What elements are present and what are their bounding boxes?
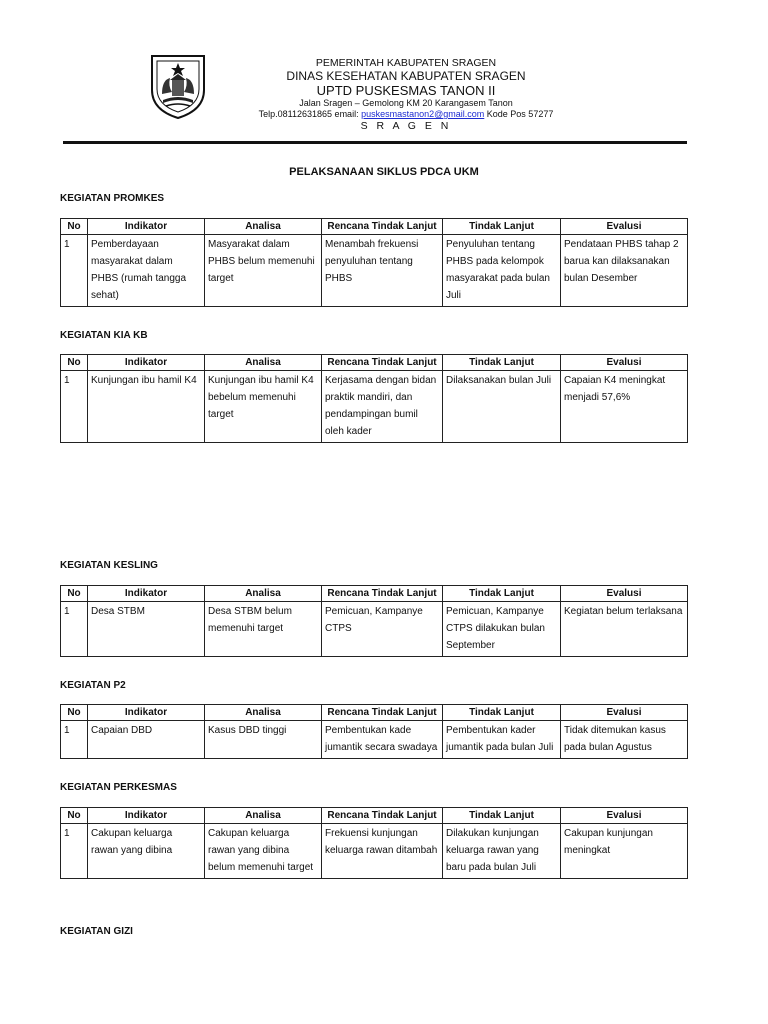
- cell-indikator: Cakupan keluarga rawan yang dibina: [88, 824, 205, 879]
- section-title-kesling: KEGIATAN KESLING: [60, 560, 158, 571]
- cell-indikator: Desa STBM: [88, 602, 205, 657]
- cell-no: 1: [61, 371, 88, 443]
- header-tindak-lanjut: Tindak Lanjut: [443, 808, 561, 824]
- table-header-row: [61, 586, 688, 602]
- header-analisa: Analisa: [205, 808, 322, 824]
- table-header-row: [61, 705, 688, 721]
- cell-no: 1: [61, 602, 88, 657]
- header-evalusi: Evalusi: [561, 705, 688, 721]
- letterhead-city: S R A G E N: [360, 120, 452, 132]
- header-indikator: Indikator: [88, 219, 205, 235]
- cell-evalusi: Cakupan kunjungan meningkat: [561, 824, 688, 879]
- letterhead-address: Jalan Sragen – Gemolong KM 20 Karangasem Tanon: [299, 98, 513, 108]
- header-indikator: Indikator: [88, 808, 205, 824]
- table-row: [61, 721, 688, 759]
- cell-evalusi: Pendataan PHBS tahap 2 barua kan dilaksanakan bulan Desember: [561, 235, 688, 307]
- contact-postal-code: Kode Pos 57277: [484, 109, 554, 119]
- table-promkes: [60, 218, 688, 307]
- header-tindak-lanjut: Tindak Lanjut: [443, 705, 561, 721]
- section-title-p2: KEGIATAN P2: [60, 680, 126, 691]
- table-row: [61, 371, 688, 443]
- contact-phone: Telp.08112631865 email:: [258, 109, 362, 119]
- header-evalusi: Evalusi: [561, 586, 688, 602]
- table-header-row: [61, 808, 688, 824]
- cell-no: 1: [61, 824, 88, 879]
- cell-indikator: Kunjungan ibu hamil K4: [88, 371, 205, 443]
- section-title-perkesmas: KEGIATAN PERKESMAS: [60, 782, 177, 793]
- section-title-kia-kb: KEGIATAN KIA KB: [60, 330, 148, 341]
- letterhead-divider: [63, 141, 687, 144]
- header-indikator: Indikator: [88, 705, 205, 721]
- cell-evalusi: Kegiatan belum terlaksana: [561, 602, 688, 657]
- letterhead-government: PEMERINTAH KABUPATEN SRAGEN: [315, 57, 497, 69]
- table-kesling: [60, 585, 688, 657]
- table-header-row: [61, 219, 688, 235]
- section-title-promkes: KEGIATAN PROMKES: [60, 193, 165, 204]
- header-evalusi: Evalusi: [561, 808, 688, 824]
- header-analisa: Analisa: [205, 355, 322, 371]
- cell-tindak-lanjut: Penyuluhan tentang PHBS pada kelompok masyarakat pada bulan Juli: [443, 235, 561, 307]
- sragen-emblem-logo: [148, 50, 208, 120]
- header-no: No: [61, 705, 88, 721]
- header-indikator: Indikator: [88, 586, 205, 602]
- table-row: [61, 235, 688, 307]
- cell-evalusi: Capaian K4 meningkat menjadi 57,6%: [561, 371, 688, 443]
- cell-tindak-lanjut: Pemicuan, Kampanye CTPS dilakukan bulan September: [443, 602, 561, 657]
- cell-analisa: Kunjungan ibu hamil K4 bebelum memenuhi target: [205, 371, 322, 443]
- table-row: [61, 824, 688, 879]
- letterhead: [0, 0, 768, 150]
- table-row: [61, 602, 688, 657]
- cell-tindak-lanjut: Pembentukan kader jumantik pada bulan Juli: [443, 721, 561, 759]
- cell-rencana: Pembentukan kade jumantik secara swadaya: [322, 721, 443, 759]
- table-header-row: [61, 355, 688, 371]
- cell-rencana: Frekuensi kunjungan keluarga rawan ditambah: [322, 824, 443, 879]
- header-rencana: Rencana Tindak Lanjut: [322, 355, 443, 371]
- table-kia-kb: [60, 354, 688, 443]
- cell-indikator: Capaian DBD: [88, 721, 205, 759]
- table-p2: [60, 704, 688, 759]
- cell-tindak-lanjut: Dilaksanakan bulan Juli: [443, 371, 561, 443]
- cell-analisa: Masyarakat dalam PHBS belum memenuhi target: [205, 235, 322, 307]
- letterhead-department: DINAS KESEHATAN KABUPATEN SRAGEN: [286, 69, 526, 83]
- cell-no: 1: [61, 235, 88, 307]
- section-title-gizi: KEGIATAN GIZI: [60, 926, 133, 937]
- header-tindak-lanjut: Tindak Lanjut: [443, 586, 561, 602]
- cell-rencana: Menambah frekuensi penyuluhan tentang PHBS: [322, 235, 443, 307]
- header-rencana: Rencana Tindak Lanjut: [322, 705, 443, 721]
- header-analisa: Analisa: [205, 586, 322, 602]
- letterhead-unit: UPTD PUSKESMAS TANON II: [316, 83, 496, 98]
- header-evalusi: Evalusi: [561, 355, 688, 371]
- header-analisa: Analisa: [205, 219, 322, 235]
- header-tindak-lanjut: Tindak Lanjut: [443, 355, 561, 371]
- header-rencana: Rencana Tindak Lanjut: [322, 808, 443, 824]
- header-rencana: Rencana Tindak Lanjut: [322, 219, 443, 235]
- header-indikator: Indikator: [88, 355, 205, 371]
- header-no: No: [61, 219, 88, 235]
- cell-evalusi: Tidak ditemukan kasus pada bulan Agustus: [561, 721, 688, 759]
- letterhead-contact: [230, 109, 582, 120]
- header-no: No: [61, 355, 88, 371]
- cell-rencana: Kerjasama dengan bidan praktik mandiri, dan pendampingan bumil oleh kader: [322, 371, 443, 443]
- cell-analisa: Desa STBM belum memenuhi target: [205, 602, 322, 657]
- document-title: PELAKSANAAN SIKLUS PDCA UKM: [289, 166, 479, 178]
- cell-analisa: Cakupan keluarga rawan yang dibina belum memenuhi target: [205, 824, 322, 879]
- header-tindak-lanjut: Tindak Lanjut: [443, 219, 561, 235]
- header-rencana: Rencana Tindak Lanjut: [322, 586, 443, 602]
- cell-rencana: Pemicuan, Kampanye CTPS: [322, 602, 443, 657]
- cell-no: 1: [61, 721, 88, 759]
- header-analisa: Analisa: [205, 705, 322, 721]
- cell-analisa: Kasus DBD tinggi: [205, 721, 322, 759]
- header-evalusi: Evalusi: [561, 219, 688, 235]
- header-no: No: [61, 808, 88, 824]
- cell-indikator: Pemberdayaan masyarakat dalam PHBS (rumah tangga sehat): [88, 235, 205, 307]
- cell-tindak-lanjut: Dilakukan kunjungan keluarga rawan yang baru pada bulan Juli: [443, 824, 561, 879]
- table-perkesmas: [60, 807, 688, 879]
- email-link[interactable]: puskesmastanon2@gmail.com: [361, 109, 485, 119]
- header-no: No: [61, 586, 88, 602]
